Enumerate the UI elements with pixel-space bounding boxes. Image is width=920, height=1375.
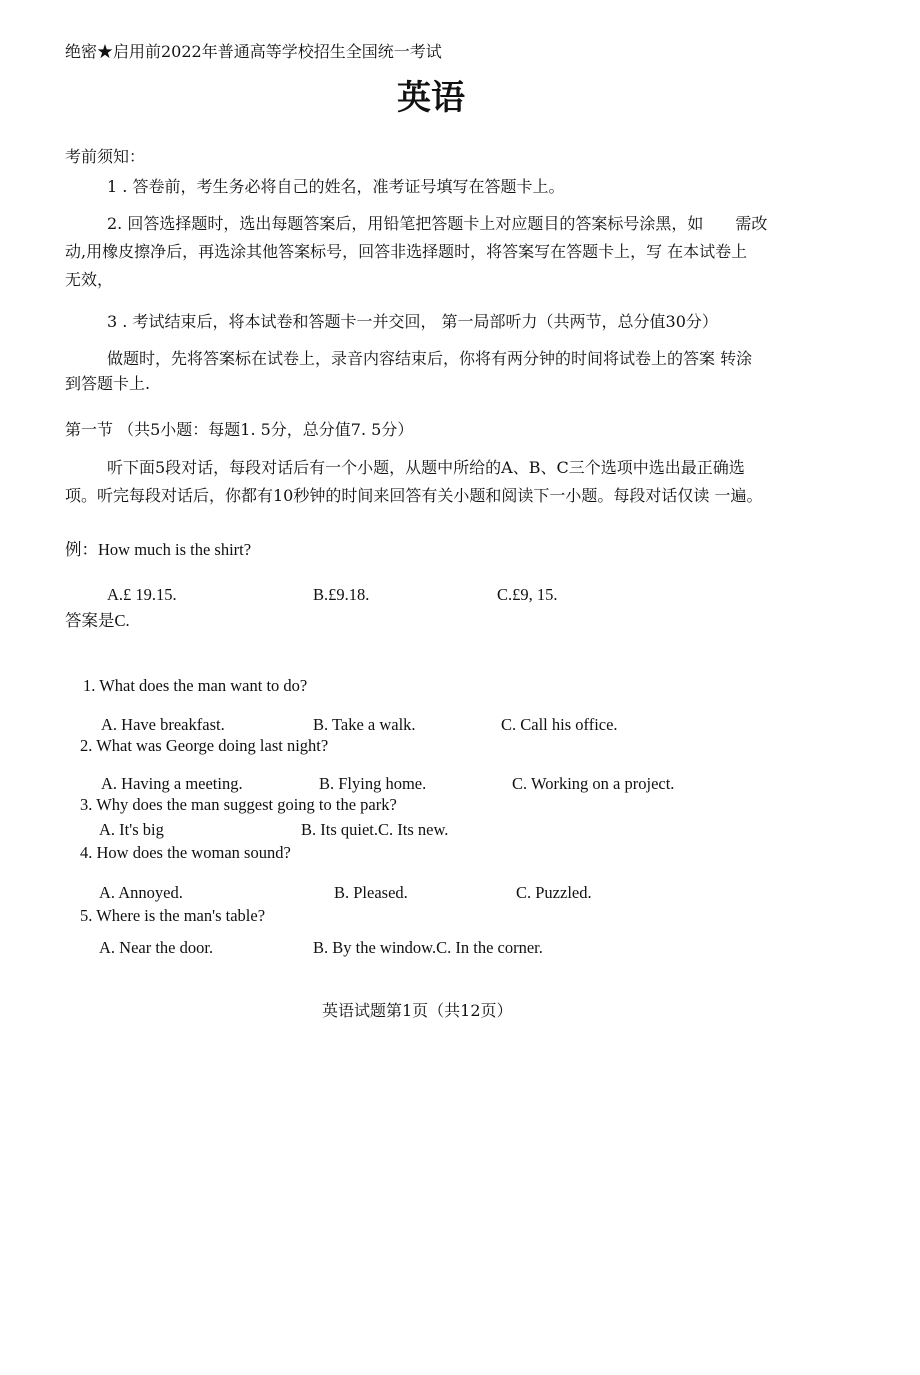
- question-5: 5. Where is the man's table?: [80, 906, 266, 925]
- notice-item-2-line-1: 2. 回答选择题时，选出每题答案后，用铅笔把答题卡上对应题目的答案标号涂黑，如 需改: [107, 214, 768, 233]
- example-answer: 答案是C.: [65, 611, 130, 630]
- question-1-option-c: C. Call his office.: [501, 715, 618, 734]
- question-4-option-a: A. Annoyed.: [99, 883, 183, 902]
- page-number-footer: 英语试题第1页（共12页）: [322, 1001, 513, 1020]
- question-4-option-b: B. Pleased.: [334, 883, 408, 902]
- notice-item-1: 1 . 答卷前，考生务必将自己的姓名，准考证号填写在答题卡上。: [107, 177, 565, 196]
- example-option-c: C.£9, 15.: [497, 585, 558, 604]
- question-2: 2. What was George doing last night?: [80, 736, 329, 755]
- page-title: 英语: [397, 78, 465, 118]
- question-1: 1. What does the man want to do?: [83, 676, 308, 695]
- section-1-intro-line-1: 听下面5段对话，每段对话后有一个小题，从题中所给的A、B、C三个选项中选出最正确选: [107, 458, 745, 477]
- question-2-option-c: C. Working on a project.: [512, 774, 675, 793]
- question-3-option-b-c: B. Its quiet.C. Its new.: [301, 820, 449, 839]
- notice-item-3: 3 . 考试结束后，将本试卷和答题卡一并交回， 第一局部听力（共两节，总分值30分）: [107, 312, 718, 331]
- question-1-option-a: A. Have breakfast.: [101, 715, 225, 734]
- question-5-option-b-c: B. By the window.C. In the corner.: [313, 938, 543, 957]
- notice-item-2-line-2: 动,用橡皮擦净后，再选涂其他答案标号，回答非选择题时，将答案写在答题卡上，写 在本试卷上: [65, 242, 748, 261]
- section-1-intro-line-2: 项。听完每段对话后，你都有10秒钟的时间来回答有关小题和阅读下一小题。每段对话仅读 一遍。: [65, 486, 763, 505]
- section-1-heading: 第一节 （共5小题：每题1. 5分，总分值7. 5分）: [65, 420, 414, 439]
- example-option-b: B.£9.18.: [313, 585, 370, 604]
- example-option-a: A.£ 19.15.: [107, 585, 177, 604]
- example-question: 例：How much is the shirt?: [65, 540, 252, 559]
- question-4-option-c: C. Puzzled.: [516, 883, 592, 902]
- question-2-option-a: A. Having a meeting.: [101, 774, 243, 793]
- question-3: 3. Why does the man suggest going to the park?: [80, 795, 397, 814]
- notice-item-2-line-3: 无效，: [65, 270, 114, 289]
- question-3-option-a: A. It's big: [99, 820, 164, 839]
- answer-transfer-instruction-line-2: 到答题卡上.: [65, 374, 151, 393]
- question-4: 4. How does the woman sound?: [80, 843, 291, 862]
- exam-header-line: 绝密★启用前2022年普通高等学校招生全国统一考试: [65, 42, 442, 61]
- question-5-option-a: A. Near the door.: [99, 938, 214, 957]
- question-1-option-b: B. Take a walk.: [313, 715, 416, 734]
- question-2-option-b: B. Flying home.: [319, 774, 427, 793]
- answer-transfer-instruction-line-1: 做题时，先将答案标在试卷上，录音内容结束后，你将有两分钟的时间将试卷上的答案 转涂: [107, 349, 753, 368]
- notice-heading: 考前须知：: [65, 147, 146, 166]
